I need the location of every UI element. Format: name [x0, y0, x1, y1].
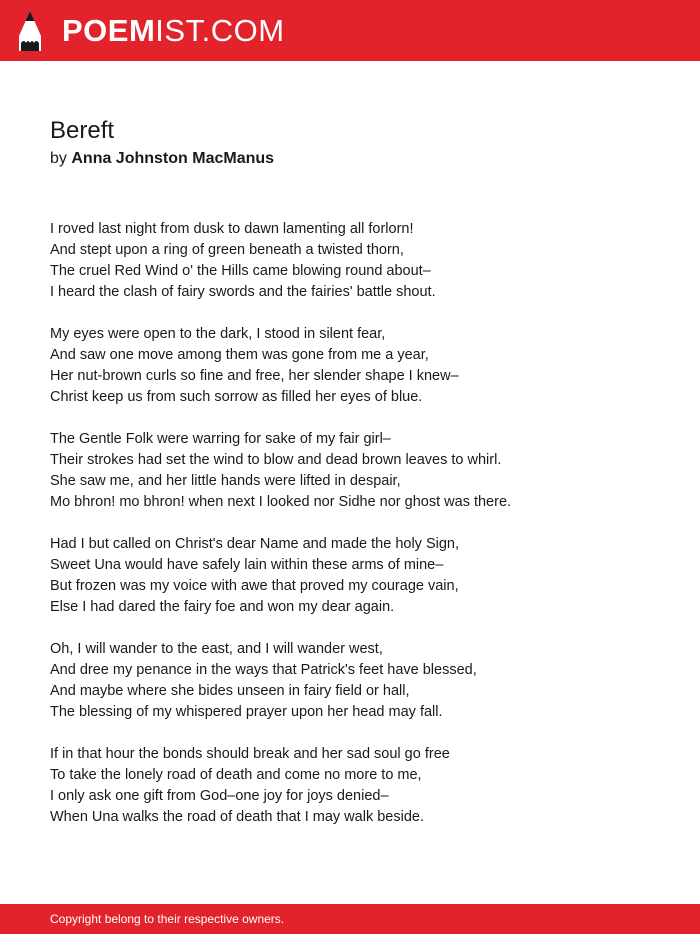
- poem-line: When Una walks the road of death that I may walk beside.: [50, 809, 424, 825]
- poem-line: Had I but called on Christ's dear Name and made the holy Sign,: [50, 536, 459, 552]
- pencil-tip-icon[interactable]: [18, 10, 42, 52]
- poem-line: I heard the clash of fairy swords and the fairies' battle shout.: [50, 284, 436, 300]
- stanza: [50, 534, 670, 618]
- stanza: [50, 219, 670, 303]
- poem-line: She saw me, and her little hands were lifted in despair,: [50, 473, 401, 489]
- site-footer: [0, 904, 700, 934]
- stanza: [50, 639, 670, 723]
- poem-title: Bereft: [50, 117, 115, 144]
- poem-line: And stept upon a ring of green beneath a twisted thorn,: [50, 242, 404, 258]
- poem-line: The cruel Red Wind o' the Hills came blowing round about–: [50, 263, 431, 279]
- poem-line: Sweet Una would have safely lain within these arms of mine–: [50, 557, 444, 573]
- poem-line: The blessing of my whispered prayer upon her head may fall.: [50, 704, 443, 720]
- poem-line: Else I had dared the fairy foe and won my dear again.: [50, 599, 395, 615]
- site-header: [0, 0, 700, 61]
- stanza: [50, 429, 670, 513]
- poem-line: Oh, I will wander to the east, and I will wander west,: [50, 641, 383, 657]
- poem-line: To take the lonely road of death and come no more to me,: [50, 767, 422, 783]
- poem-line: My eyes were open to the dark, I stood in silent fear,: [50, 326, 386, 342]
- poem-line: Their strokes had set the wind to blow and dead brown leaves to whirl.: [50, 452, 502, 468]
- logo-light-text: IST.COM: [155, 13, 285, 48]
- poem-line: Mo bhron! mo bhron! when next I looked nor Sidhe nor ghost was there.: [50, 494, 512, 510]
- poem-line: The Gentle Folk were warring for sake of my fair girl–: [50, 431, 391, 447]
- poem-line: Her nut-brown curls so fine and free, her slender shape I knew–: [50, 368, 459, 384]
- site-logo[interactable]: [62, 13, 285, 49]
- copyright-notice: Copyright belong to their respective owners.: [50, 912, 285, 926]
- author-name: Anna Johnston MacManus: [71, 150, 275, 167]
- stanza: [50, 324, 670, 408]
- by-label: by: [50, 150, 67, 167]
- poem-line: But frozen was my voice with awe that proved my courage vain,: [50, 578, 459, 594]
- poem-line: And maybe where she bides unseen in fairy field or hall,: [50, 683, 410, 699]
- stanza: [50, 744, 670, 828]
- poem-line: I roved last night from dusk to dawn lamenting all forlorn!: [50, 221, 414, 237]
- poem-body: [50, 219, 670, 849]
- byline: [50, 149, 274, 169]
- poem-line: And dree my penance in the ways that Patrick's feet have blessed,: [50, 662, 477, 678]
- poem-line: If in that hour the bonds should break and her sad soul go free: [50, 746, 450, 762]
- poem-line: I only ask one gift from God–one joy for joys denied–: [50, 788, 389, 804]
- poem-line: Christ keep us from such sorrow as filled her eyes of blue.: [50, 389, 423, 405]
- poem-line: And saw one move among them was gone from me a year,: [50, 347, 429, 363]
- logo-bold-text: POEM: [62, 13, 156, 48]
